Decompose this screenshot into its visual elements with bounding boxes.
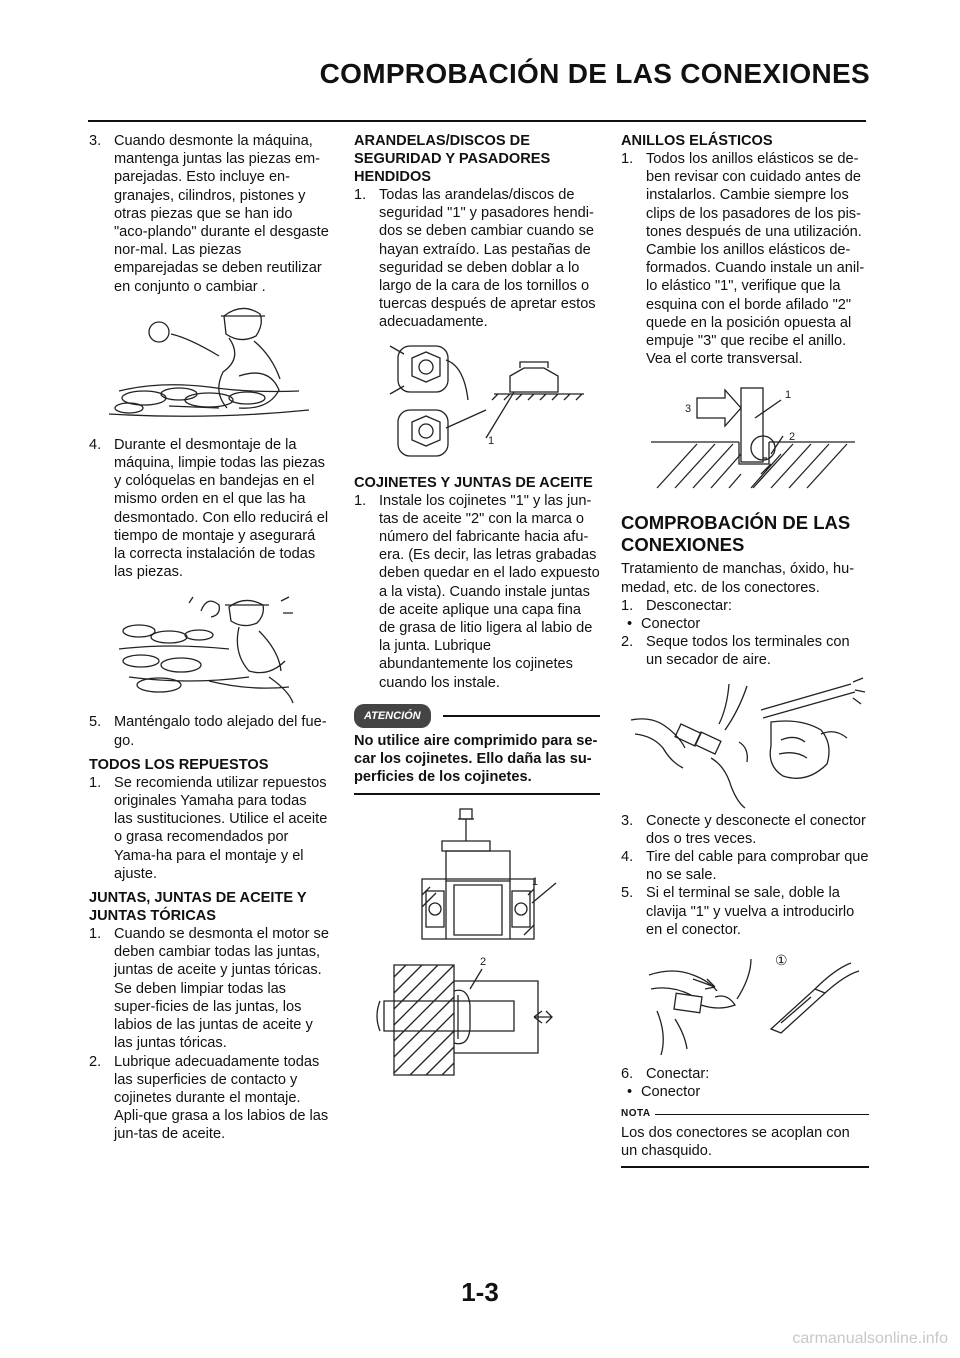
bearing-label-1: 1 bbox=[532, 875, 539, 888]
section-heading-repuestos: TODOS LOS REPUESTOS bbox=[89, 756, 269, 773]
lock-washer-diagram bbox=[354, 332, 600, 468]
item-number: 1. bbox=[89, 926, 102, 943]
item-text: Se recomienda utilizar repuestos originales Yamaha para todas las sustituciones. Utilice el aceite o grasa recomendados por Yama-ha para el montaje y el ajuste. bbox=[114, 774, 328, 882]
item-text: Seque todos los terminales con un secador de aire. bbox=[646, 634, 850, 669]
item-number: 6. bbox=[621, 1066, 634, 1083]
item-number: 1. bbox=[89, 774, 102, 791]
list-item bbox=[89, 774, 329, 883]
section-heading-arandelas: ARANDELAS/DISCOS DE SEGURIDAD Y PASADORES HENDIDOS bbox=[354, 133, 551, 185]
list-item bbox=[621, 1065, 869, 1083]
item-text: Lubrique adecuadamente todas las superficies de contacto y cojinetes durante el montaje. Apli-que grasa a los labios de las jun-tas de aceite. bbox=[114, 1053, 329, 1143]
item-number: 4. bbox=[89, 436, 102, 453]
item-number: 1. bbox=[354, 187, 367, 203]
item-text: Conectar: bbox=[646, 1066, 710, 1083]
header-rule bbox=[88, 120, 866, 122]
note-box bbox=[621, 1105, 869, 1168]
bullet-item: • Conector bbox=[627, 1084, 701, 1101]
section-heading-cojinetes: COJINETES Y JUNTAS DE ACEITE bbox=[354, 474, 593, 491]
bullet-text: Conector bbox=[641, 1084, 701, 1101]
list-item bbox=[89, 925, 329, 1052]
footer-watermark-url: carmanualsonline.info bbox=[792, 1330, 948, 1347]
list-item bbox=[354, 492, 600, 692]
column-2 bbox=[354, 132, 600, 1095]
list-item bbox=[89, 713, 329, 749]
circlip-label-3: 3 bbox=[685, 403, 692, 416]
item-number: 2. bbox=[621, 634, 634, 651]
connector-drying-illustration bbox=[621, 670, 869, 812]
note-text: Los dos conectores se acoplan con un chasquido. bbox=[621, 1124, 869, 1168]
item-text: Instale los cojinetes "1" y las jun-tas de aceite "2" con la marca o número del fabricante hacia afu-era. (Es decir, las letras grabadas deben quedar en el lado expuesto a la vista). Cuando instale juntas de aceite aplique una capa fina de grasa de litio ligera al labio de la junta. Lubrique abundantemente los cojinetes cuando los instale. bbox=[379, 492, 600, 691]
item-number: 3. bbox=[89, 133, 102, 149]
item-number: 4. bbox=[621, 849, 634, 866]
list-item bbox=[621, 848, 869, 884]
item-number: 5. bbox=[89, 714, 102, 731]
warning-rule bbox=[443, 715, 600, 717]
item-text: Todas las arandelas/discos de seguridad "1" y pasadores hendi-dos se deben cambiar cuando se hayan extraído. Las pestañas de seguridad se deben doblar a lo largo de la cara de los tornillos o tuercas después de apretar estos adecuadamente. bbox=[379, 187, 596, 331]
warning-label: ATENCIÓN bbox=[354, 704, 431, 728]
item-text: Tire del cable para comprobar que no se sale. bbox=[646, 849, 869, 884]
item-text: Si el terminal se sale, doble la clavija "1" y vuelva a introducirlo en el conector. bbox=[646, 885, 855, 938]
section-heading-juntas: JUNTAS, JUNTAS DE ACEITE Y JUNTAS TÓRICAS bbox=[89, 890, 307, 925]
column-3 bbox=[621, 132, 869, 1168]
item-number: 1. bbox=[621, 151, 634, 167]
list-item bbox=[89, 132, 329, 296]
item-number: 3. bbox=[621, 812, 634, 829]
item-text: Durante el desmontaje de la máquina, limpie todas las piezas y colóquelas en bandejas en el mismo orden en el que las ha desmontado. Con ello reducirá el tiempo de montaje y asegurará la correcta instalación de todas las piezas. bbox=[114, 436, 329, 581]
bullet-text: Conector bbox=[641, 616, 701, 633]
circlip-cross-section-diagram bbox=[621, 368, 869, 498]
note-header bbox=[621, 1105, 869, 1123]
item-number: 5. bbox=[621, 885, 634, 902]
circlip-label-2: 2 bbox=[789, 431, 796, 444]
connector-pin-illustration bbox=[621, 939, 869, 1065]
item-text: Todos los anillos elásticos se de-ben revisar con cuidado antes de instalarlos. Cambie siempre los clips de los pasadores de los pis-tones después de una utilización. Cambie los anillos elásticos de-formados. Cuando instale un anil-lo elástico "1", verifique que la esquina con el borde afilado "2" quede en la posición opuesta al empuje "3" que recibe el anillo. Vea el corte transversal. bbox=[646, 151, 865, 368]
circlip-label-1: 1 bbox=[785, 389, 792, 402]
note-rule bbox=[655, 1114, 869, 1115]
item-text: Cuando desmonte la máquina, mantenga juntas las piezas em-parejadas. Esto incluye en-granajes, cilindros, pistones y otras piezas que se han ido "aco-plando" durante el desgaste nor-mal. Las piezas emparejadas se deben reutilizar en conjunto o cambiar . bbox=[114, 133, 329, 295]
list-item bbox=[621, 597, 869, 615]
pin-label-1: ① bbox=[775, 952, 788, 969]
warning-text: No utilice aire comprimido para se-car los cojinetes. Ello daña las su-perficies de los cojinetes. bbox=[354, 732, 600, 795]
item-text: Conecte y desconecte el conector dos o tres veces. bbox=[646, 812, 866, 847]
note-label: NOTA bbox=[621, 1108, 651, 1120]
list-item bbox=[89, 1053, 329, 1144]
item-text: Desconectar: bbox=[646, 597, 732, 614]
item-number: 1. bbox=[354, 492, 367, 509]
section-heading-conexiones: COMPROBACIÓN DE LAS CONEXIONES bbox=[621, 512, 851, 556]
list-item bbox=[89, 436, 329, 582]
intro-text: Tratamiento de manchas, óxido, hu-medad, etc. de los conectores. bbox=[621, 561, 855, 596]
item-text: Cuando se desmonta el motor se deben cambiar todas las juntas, juntas de aceite y juntas tóricas. Se deben limpiar todas las super-ficies de las juntas, los labios de las juntas de aceite y las juntas tóricas. bbox=[114, 926, 329, 1052]
page-title: COMPROBACIÓN DE LAS CONEXIONES bbox=[319, 58, 870, 89]
mechanic-matched-parts-illustration bbox=[89, 296, 329, 436]
bearing-seal-diagram bbox=[354, 795, 600, 1095]
list-item bbox=[621, 812, 869, 848]
list-item bbox=[354, 186, 600, 332]
warning-header bbox=[354, 704, 600, 728]
item-number: 1. bbox=[621, 597, 634, 614]
washer-label-1: 1 bbox=[488, 434, 495, 447]
mechanic-trays-illustration bbox=[89, 581, 329, 713]
list-item bbox=[621, 884, 869, 939]
seal-label-2: 2 bbox=[480, 955, 487, 968]
section-heading-anillos: ANILLOS ELÁSTICOS bbox=[621, 133, 773, 149]
item-number: 2. bbox=[89, 1053, 102, 1070]
list-item bbox=[621, 150, 869, 368]
item-text: Manténgalo todo alejado del fue-go. bbox=[114, 714, 327, 749]
list-item bbox=[621, 633, 869, 669]
bullet-item: • Conector bbox=[627, 616, 701, 633]
column-1 bbox=[89, 132, 329, 1144]
page-number: 1-3 bbox=[461, 1277, 499, 1307]
warning-box bbox=[354, 704, 600, 795]
